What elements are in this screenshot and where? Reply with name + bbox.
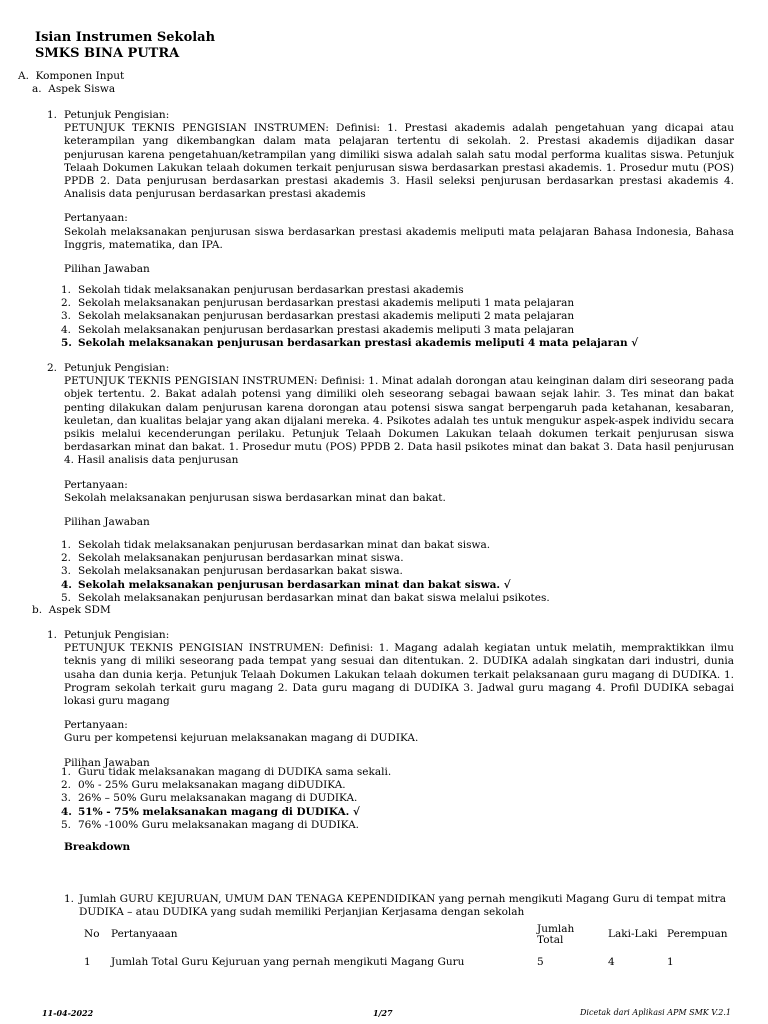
answer-options-siswa-1	[61, 284, 741, 350]
question-number: 1.	[47, 629, 58, 641]
table-row	[84, 956, 744, 969]
pilihan-label: Pilihan Jawaban	[64, 516, 150, 529]
aspek-sdm-label: Aspek SDM	[48, 604, 111, 616]
table-cell: 5	[537, 956, 544, 968]
document-header	[35, 30, 215, 62]
answer-option: 3. Sekolah melaksanakan penjurusan berdasarkan bakat siswa.	[61, 565, 403, 578]
question-block-siswa-2	[64, 362, 734, 529]
footer-printed-by: Dicetak dari Aplikasi APM SMK V.2.1	[580, 1008, 731, 1017]
answer-option: 3. 26% – 50% Guru melaksanakan magang di DUDIKA.	[61, 792, 358, 805]
breakdown-title: Breakdown	[64, 841, 131, 853]
column-header: Jumlah Total	[537, 923, 575, 946]
petunjuk-text: PETUNJUK TEKNIS PENGISIAN INSTRUMEN: Definisi: 1. Magang adalah kegiatan untuk melatih, mempraktikkan ilmu teknis yang di miliki seseorang pada tempat yang sesuai dan ditentukan. 2. DUDIKA adalah singkatan dari industri, dunia usaha dan dunia kerja. Petunjuk Telaah Dokumen Lakukan telaah dokumen terkait pelaksanaan guru magang di DUDIKA. 1. Program sekolah terkait guru magang 2. Data guru magang di DUDIKA 3. Jadwal guru magang 4. Profil DUDIKA sebagai lokasi guru magang	[64, 642, 734, 708]
section-a-heading	[18, 70, 124, 83]
table-header-row	[84, 924, 744, 946]
column-header: Pertanyaaan	[111, 928, 178, 941]
breakdown-table	[84, 924, 744, 969]
aspek-sdm-marker: b.	[32, 604, 43, 616]
petunjuk-label: Petunjuk Pengisian:	[64, 109, 170, 121]
pertanyaan-label: Pertanyaan:	[64, 478, 128, 491]
petunjuk-text: PETUNJUK TEKNIS PENGISIAN INSTRUMEN: Definisi: 1. Minat adalah dorongan atau keinginan dalam diri seseorang pada objek tertentu. 2. Bakat adalah potensi yang dimiliki oleh seseorang sebagai bawaan sejak lahir. 3. Tes minat dan bakat penting dilakukan dalam penjurusan karena dorongan atau potensi siswa sangat berpengaruh pada ketahanan, kesabaran, keuletan, dan kualitas belajar yang akan dijalani mereka. 4. Psikotes adalah tes untuk mengukur aspek-aspek individu secara psikis melalui kecenderungan perilaku. Petunjuk Telaah Dokumen Lakukan telaah dokumen terkait penjurusan siswa berdasarkan minat dan bakat. 1. Prosedur mutu (POS) PPDB 2. Data hasil psikotes minat dan bakat 3. Data hasil penjurusan 4. Hasil analisis data penjurusan	[64, 375, 734, 467]
breakdown-item-number: 1.	[64, 893, 75, 905]
section-a-marker: A.	[18, 70, 29, 82]
petunjuk-label: Petunjuk Pengisian:	[64, 629, 170, 641]
aspek-siswa-heading	[32, 83, 115, 96]
answer-option-selected: 4. Sekolah melaksanakan penjurusan berdasarkan minat dan bakat siswa. √	[61, 578, 511, 591]
answer-option: 5. Sekolah melaksanakan penjurusan berdasarkan minat dan bakat siswa melalui psikotes.	[61, 591, 550, 604]
aspek-siswa-marker: a.	[32, 83, 42, 95]
answer-option: 3. Sekolah melaksanakan penjurusan berdasarkan prestasi akademis meliputi 2 mata pelajaran	[61, 310, 575, 323]
breakdown-item-text: Jumlah GURU KEJURUAN, UMUM DAN TENAGA KEPENDIDIKAN yang pernah mengikuti Magang Guru di tempat mitra DUDIKA – atau DUDIKA yang sudah memiliki Perjanjian Kerjasama dengan sekolah	[79, 893, 727, 919]
answer-option: 5. 76% -100% Guru melaksanakan magang di DUDIKA.	[61, 818, 360, 831]
answer-option: 1. Sekolah tidak melaksanakan penjurusan berdasarkan prestasi akademis	[61, 284, 464, 296]
petunjuk-text: PETUNJUK TEKNIS PENGISIAN INSTRUMEN: Definisi: 1. Prestasi akademis adalah pengetahuan yang dicapai atau keterampilan yang dikembangkan dalam mata pelajaran tertentu di sekolah. 2. Prestasi akademis dijadikan dasar penjurusan karena pengetahuan/ketrampilan yang dimiliki siswa adalah salah satu modal performa kualitas siswa. Petunjuk Telaah Dokumen Lakukan telaah dokumen terkait penjurusan siswa berdasarkan prestasi akademis. 1. Prosedur mutu (POS) PPDB 2. Data penjurusan berdasarkan prestasi akademis 3. Hasil seleksi penjurusan berdasarkan prestasi akademis 4. Analisis data penjurusan berdasarkan prestasi akademis	[64, 122, 734, 201]
table-cell: 1	[84, 956, 91, 968]
answer-option: 1. Guru tidak melaksanakan magang di DUDIKA sama sekali.	[61, 766, 392, 778]
table-cell: 1	[667, 956, 674, 968]
pilihan-label: Pilihan Jawaban	[64, 756, 150, 769]
pertanyaan-text: Sekolah melaksanakan penjurusan siswa berdasarkan minat dan bakat.	[64, 491, 446, 504]
pertanyaan-text: Sekolah melaksanakan penjurusan siswa berdasarkan prestasi akademis meliputi mata pelajaran Bahasa Indonesia, Bahasa Inggris, matematika, dan IPA.	[64, 225, 734, 251]
answer-option: 2. Sekolah melaksanakan penjurusan berdasarkan minat siswa.	[61, 552, 404, 565]
answer-options-siswa-2	[61, 539, 741, 605]
answer-option: 2. Sekolah melaksanakan penjurusan berdasarkan prestasi akademis meliputi 1 mata pelajaran	[61, 297, 575, 310]
question-block-sdm-1	[64, 629, 734, 770]
table-cell: 4	[608, 956, 615, 968]
column-header: No	[84, 928, 100, 941]
footer-page-number: 1/27	[373, 1008, 393, 1018]
answer-option-selected: 4. 51% - 75% melaksanakan magang di DUDIKA. √	[61, 805, 360, 818]
answer-option: 2. 0% - 25% Guru melaksanakan magang diDUDIKA.	[61, 779, 346, 792]
aspek-sdm-heading	[32, 604, 111, 617]
school-name: SMKS BINA PUTRA	[35, 46, 180, 61]
footer-date: 11-04-2022	[42, 1008, 94, 1018]
pertanyaan-label: Pertanyaan:	[64, 719, 128, 732]
pertanyaan-label: Pertanyaan:	[64, 212, 128, 225]
pertanyaan-text: Guru per kompetensi kejuruan melaksanakan magang di DUDIKA.	[64, 732, 419, 745]
question-number: 1.	[47, 109, 58, 121]
answer-option: 1. Sekolah tidak melaksanakan penjurusan berdasarkan minat dan bakat siswa.	[61, 539, 491, 551]
column-header: Perempuan	[667, 928, 728, 941]
answer-options-sdm-1	[61, 766, 741, 832]
table-cell: Jumlah Total Guru Kejuruan yang pernah mengikuti Magang Guru	[111, 956, 465, 968]
answer-option-selected: 5. Sekolah melaksanakan penjurusan berdasarkan prestasi akademis meliputi 4 mata pelajaran √	[61, 336, 639, 349]
header-title: Isian Instrumen Sekolah	[35, 30, 216, 45]
aspek-siswa-label: Aspek Siswa	[48, 83, 116, 95]
breakdown-item	[64, 893, 734, 919]
column-header: Laki-Laki	[608, 928, 658, 941]
answer-option: 4. Sekolah melaksanakan penjurusan berdasarkan prestasi akademis meliputi 3 mata pelajaran	[61, 323, 575, 336]
question-number: 2.	[47, 362, 58, 374]
pilihan-label: Pilihan Jawaban	[64, 263, 150, 276]
question-block-siswa-1	[64, 109, 734, 276]
section-a-label: Komponen Input	[35, 70, 125, 82]
petunjuk-label: Petunjuk Pengisian:	[64, 362, 170, 374]
